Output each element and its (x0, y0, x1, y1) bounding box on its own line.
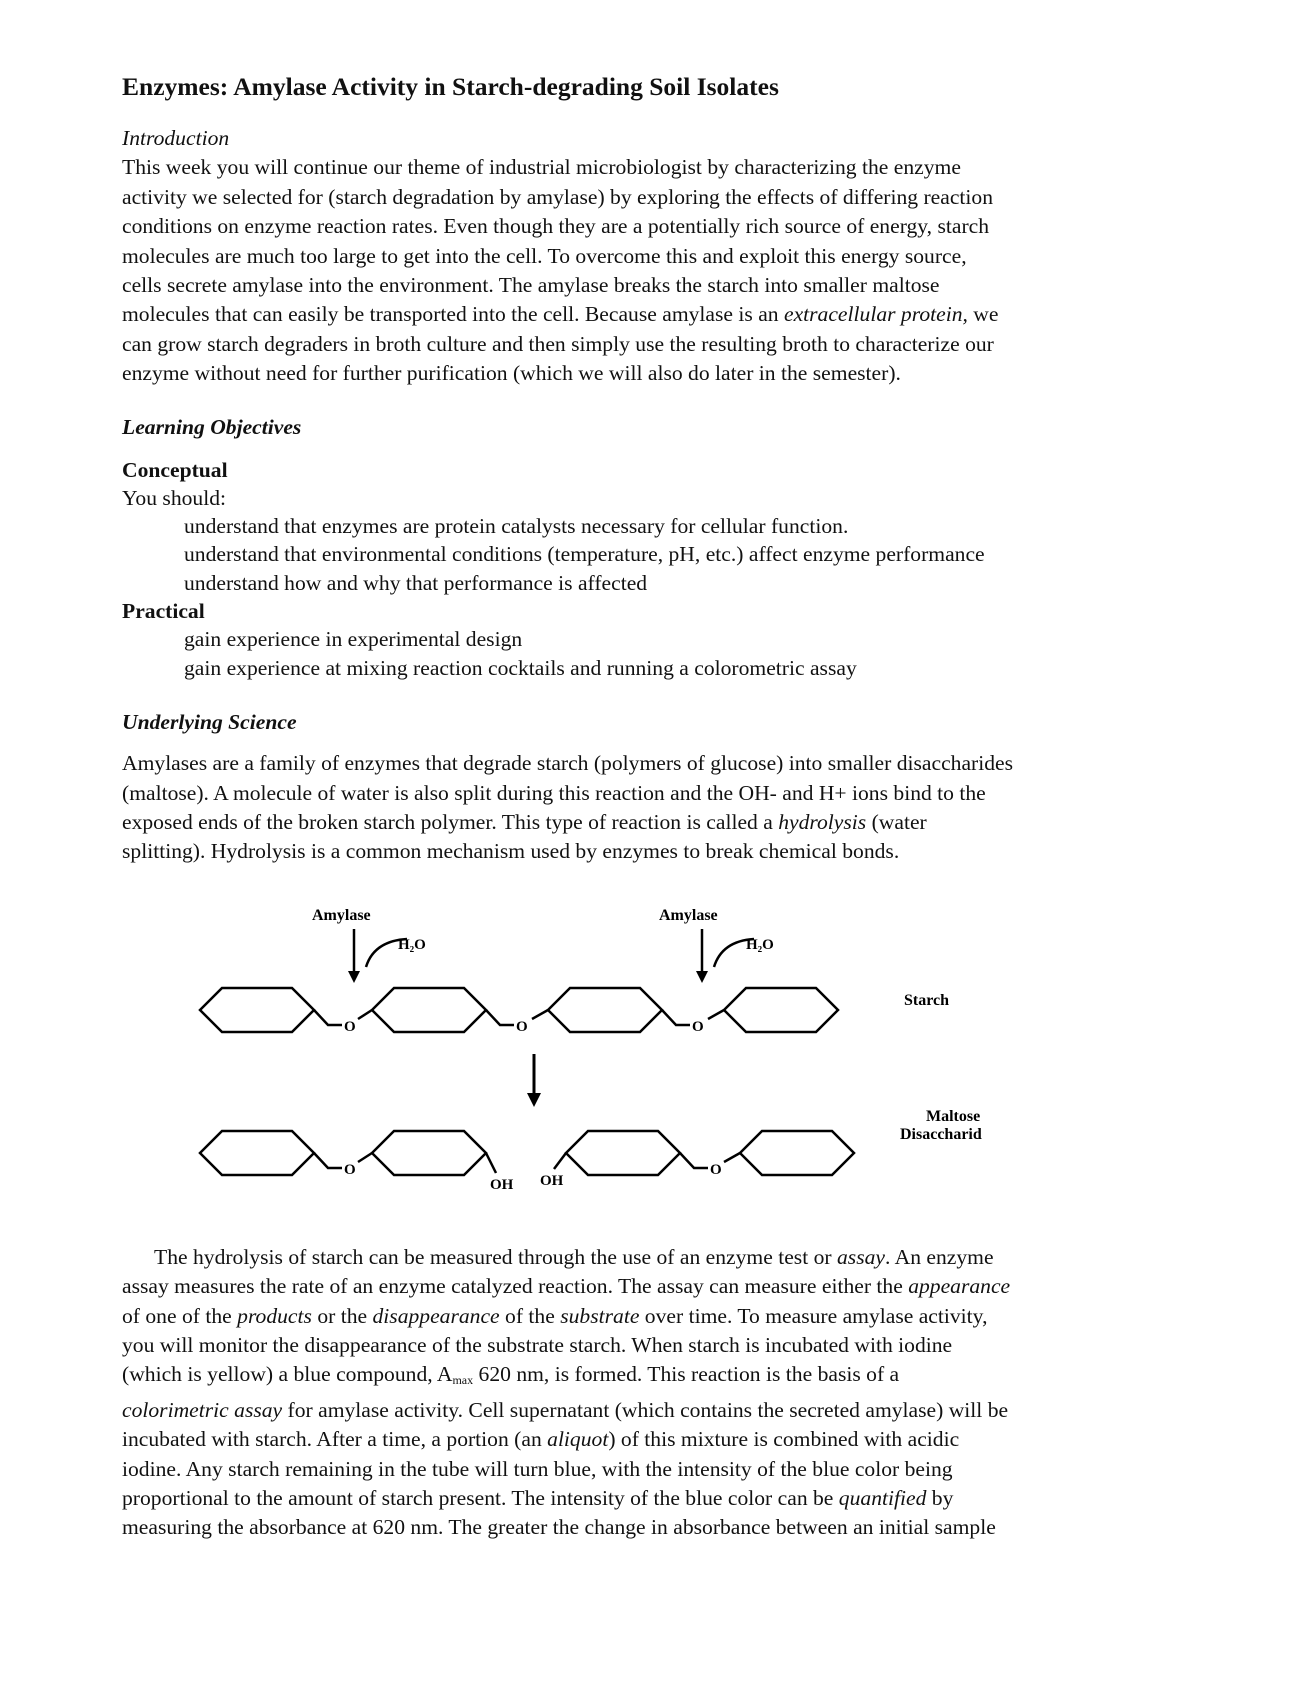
amylase-label: Amylase (659, 906, 718, 924)
intro-line: This week you will continue our theme of industrial microbiologist by characterizing the enzyme (122, 155, 961, 180)
assay-line: measuring the absorbance at 620 nm. The greater the change in absorbance between an initial sample (122, 1515, 996, 1540)
max-subscript: max (452, 1373, 474, 1388)
conceptual-objective: understand how and why that performance is affected (184, 570, 648, 595)
extracellular-protein-term: extracellular protein, (783, 302, 968, 327)
oxygen-atom: O (710, 1161, 722, 1178)
disaccharide-label: Disaccharid (900, 1125, 982, 1143)
assay-line: you will monitor the disappearance of the substrate starch. When starch is incubated with iodine (122, 1333, 953, 1357)
conceptual-objective: understand that enzymes are protein catalysts necessary for cellular function. (184, 513, 849, 538)
assay-line: assay measures the rate of an enzyme catalyzed reaction. The assay can measure either the appearance (122, 1274, 1011, 1299)
practical-heading: Practical (122, 599, 205, 624)
glycosidic-bond (662, 1010, 690, 1025)
science-line: exposed ends of the broken starch polymer. This type of reaction is called a hydrolysis (water (122, 809, 927, 834)
conceptual-objective: understand that environmental conditions (temperature, pH, etc.) affect enzyme performance (184, 542, 985, 567)
document-title: Enzymes: Amylase Activity in Starch-degrading Soil Isolates (122, 72, 779, 101)
glycosidic-bond (314, 1153, 342, 1168)
you-should-text: You should: (122, 485, 227, 510)
glycosidic-bond (314, 1010, 342, 1025)
science-line: splitting). Hydrolysis is a common mechanism used by enzymes to break chemical bonds. (122, 839, 900, 864)
glycosidic-bond (358, 1010, 372, 1019)
intro-line: molecules that can easily be transported into the cell. Because amylase is an extracellular protein, we (122, 302, 999, 327)
underlying-science-section (122, 708, 1202, 867)
intro-line: cells secrete amylase into the environment. The amylase breaks the starch into smaller maltose (122, 273, 940, 298)
science-line: Amylases are a family of enzymes that degrade starch (polymers of glucose) into smaller disaccharides (122, 751, 1014, 776)
intro-line: molecules are much too large to get into the cell. To overcome this and exploit this energy source, (122, 243, 967, 268)
glucose-ring (200, 988, 314, 1032)
products-term: products (237, 1303, 312, 1328)
practical-objective: gain experience at mixing reaction cocktails and running a colorometric assay (184, 655, 857, 680)
glucose-ring (548, 988, 662, 1032)
intro-line: can grow starch degraders in broth culture and then simply use the resulting broth to characterize our (122, 331, 994, 356)
introduction-heading: Introduction (122, 126, 230, 150)
glycosidic-bond (680, 1153, 708, 1168)
glycosidic-bond (724, 1153, 740, 1162)
introduction-section (122, 124, 1202, 389)
science-line: (maltose). A molecule of water is also split during this reaction and the OH- and H+ ions bind to the (122, 780, 986, 805)
hydroxyl-label: OH (490, 1176, 514, 1193)
intro-line: enzyme without need for further purification (which we will also do later in the semester). (122, 361, 901, 386)
reaction-arrow (527, 1054, 541, 1107)
glycosidic-bond (486, 1010, 514, 1025)
glucose-ring (372, 988, 486, 1032)
broken-bond (554, 1153, 566, 1169)
assay-term: assay (837, 1244, 885, 1269)
amylase-arrow-1 (348, 929, 360, 983)
substrate-term: substrate (560, 1303, 640, 1328)
oxygen-atom: O (516, 1018, 528, 1035)
assay-line: The hydrolysis of starch can be measured through the use of an enzyme test or assay. An enzyme (154, 1244, 994, 1269)
aliquot-term: aliquot (547, 1427, 609, 1452)
glycosidic-bond (708, 1010, 724, 1019)
intro-line: activity we selected for (starch degradation by amylase) by exploring the effects of differing reaction (122, 184, 994, 209)
document-page (122, 72, 1202, 1543)
intro-line: conditions on enzyme reaction rates. Even though they are a potentially rich source of energy, starch (122, 214, 990, 239)
maltose-label: Maltose (926, 1107, 981, 1125)
oxygen-atom: O (692, 1018, 704, 1035)
appearance-term: appearance (908, 1274, 1011, 1299)
glucose-ring (740, 1131, 854, 1175)
assay-line: incubated with starch. After a time, a portion (an aliquot) of this mixture is combined with acidic (122, 1427, 960, 1452)
hydrolysis-term: hydrolysis (778, 809, 867, 834)
assay-line: colorimetric assay for amylase activity. Cell supernatant (which contains the secreted amylase) will be (122, 1397, 1009, 1422)
underlying-science-heading: Underlying Science (122, 710, 297, 735)
amylase-label: Amylase (312, 906, 371, 924)
glucose-ring (566, 1131, 680, 1175)
assay-line: (which is yellow) a blue compound, $A_{max}$ 620 nm, is formed. This reaction is the basis of a (122, 1362, 900, 1388)
glucose-ring (372, 1131, 486, 1175)
colorimetric-assay-term: colorimetric assay (122, 1397, 283, 1422)
glucose-ring (724, 988, 838, 1032)
assay-line: of one of the products or the disappearance of the substrate over time. To measure amylase activity, (122, 1303, 988, 1328)
water-label: H₂O (746, 936, 774, 953)
water-label: H₂O (398, 936, 426, 953)
maltose-products (200, 1131, 854, 1175)
assay-line: iodine. Any starch remaining in the tube will turn blue, with the intensity of the blue color being (122, 1456, 953, 1481)
oxygen-atom: O (344, 1161, 356, 1178)
amylase-arrow-2 (696, 929, 708, 983)
glucose-ring (200, 1131, 314, 1175)
glycosidic-bond (358, 1153, 372, 1162)
conceptual-heading: Conceptual (122, 457, 228, 482)
oxygen-atom: O (344, 1018, 356, 1035)
broken-bond (486, 1153, 496, 1173)
assay-line: proportional to the amount of starch present. The intensity of the blue color can be quantified by (122, 1486, 954, 1511)
practical-objective: gain experience in experimental design (184, 627, 523, 652)
hydroxyl-label: OH (540, 1172, 564, 1189)
hydrolysis-diagram (122, 867, 1202, 1227)
assay-section (122, 1243, 1202, 1543)
glycosidic-bond (532, 1010, 548, 1019)
quantified-term: quantified (838, 1486, 927, 1511)
starch-hydrolysis-figure (122, 867, 1202, 1227)
starch-label: Starch (904, 991, 950, 1009)
learning-objectives-section (122, 413, 1202, 683)
disappearance-term: disappearance (372, 1303, 500, 1328)
learning-objectives-heading: Learning Objectives (122, 414, 302, 439)
